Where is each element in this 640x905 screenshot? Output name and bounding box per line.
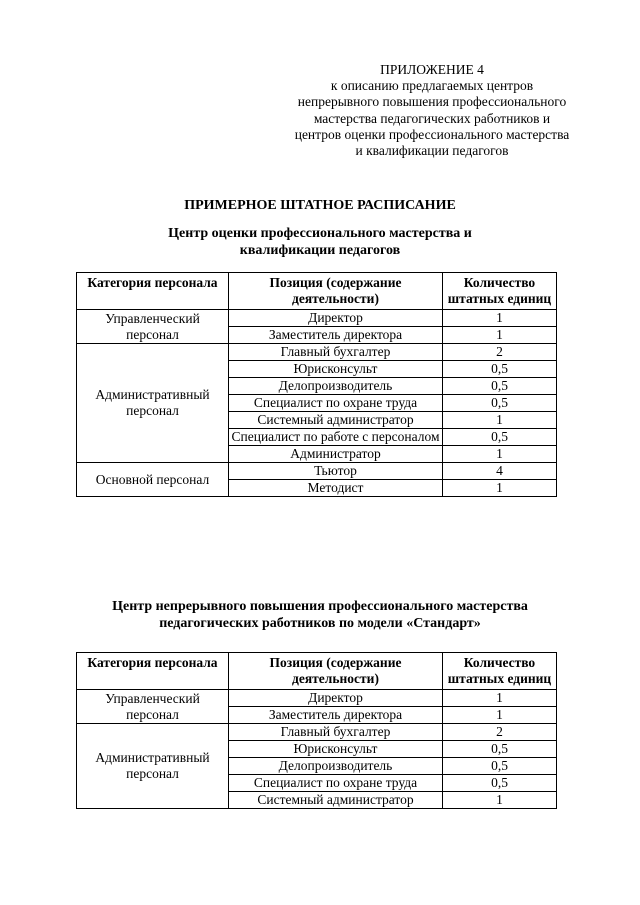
appendix-line: и квалификации педагогов: [355, 143, 509, 159]
position-cell: Заместитель директора: [229, 327, 443, 344]
category-cell: Административный персонал: [77, 724, 229, 809]
category-cell: Управленческий персонал: [77, 690, 229, 724]
quantity-cell: 0,5: [443, 361, 557, 378]
position-cell: Тьютор: [229, 463, 443, 480]
position-cell: Администратор: [229, 446, 443, 463]
header-category: Категория персонала: [77, 653, 229, 690]
appendix-line: непрерывного повышения профессионального: [297, 94, 567, 110]
quantity-cell: 2: [443, 724, 557, 741]
header-row: [77, 273, 557, 310]
quantity-cell: 1: [443, 310, 557, 327]
table-row: [77, 344, 557, 361]
quantity-cell: 1: [443, 327, 557, 344]
header-position: Позиция (содержание деятельности): [229, 273, 443, 310]
table1-title: [0, 225, 640, 259]
header-quantity: Количество штатных единиц: [443, 273, 557, 310]
staff-table-2: [76, 652, 557, 809]
position-cell: Юрисконсульт: [229, 741, 443, 758]
table1-title-line: Центр оценки профессионального мастерства и: [168, 226, 472, 241]
appendix-line: мастерства педагогических работников и: [313, 110, 551, 126]
category-cell: Управленческий персонал: [77, 310, 229, 344]
table-row: [77, 463, 557, 480]
quantity-cell: 0,5: [443, 741, 557, 758]
appendix-note: [262, 62, 602, 159]
position-cell: Директор: [229, 310, 443, 327]
category-cell: Административный персонал: [77, 344, 229, 463]
appendix-line: ПРИЛОЖЕНИЕ 4: [380, 62, 484, 77]
quantity-cell: 2: [443, 344, 557, 361]
position-cell: Специалист по охране труда: [229, 775, 443, 792]
main-title: [0, 197, 640, 214]
quantity-cell: 1: [443, 707, 557, 724]
position-cell: Системный администратор: [229, 412, 443, 429]
position-cell: Специалист по работе с персоналом: [229, 429, 443, 446]
table2-title-line: педагогических работников по модели «Стандарт»: [159, 616, 481, 631]
position-cell: Главный бухгалтер: [229, 724, 443, 741]
quantity-cell: 0,5: [443, 395, 557, 412]
quantity-cell: 1: [443, 446, 557, 463]
quantity-cell: 0,5: [443, 429, 557, 446]
position-cell: Делопроизводитель: [229, 378, 443, 395]
main-title-text: ПРИМЕРНОЕ ШТАТНОЕ РАСПИСАНИЕ: [184, 198, 456, 213]
table2-title: [0, 598, 640, 632]
table-row: [77, 310, 557, 327]
quantity-cell: 4: [443, 463, 557, 480]
table2-title-line: Центр непрерывного повышения профессионального мастерства: [112, 599, 528, 614]
quantity-cell: 0,5: [443, 758, 557, 775]
header-quantity: Количество штатных единиц: [443, 653, 557, 690]
header-position: Позиция (содержание деятельности): [229, 653, 443, 690]
appendix-line: к описанию предлагаемых центров: [330, 78, 534, 94]
position-cell: Заместитель директора: [229, 707, 443, 724]
quantity-cell: 0,5: [443, 775, 557, 792]
header-row: [77, 653, 557, 690]
category-cell: Основной персонал: [77, 463, 229, 497]
quantity-cell: 1: [443, 480, 557, 497]
header-category: Категория персонала: [77, 273, 229, 310]
position-cell: Главный бухгалтер: [229, 344, 443, 361]
position-cell: Системный администратор: [229, 792, 443, 809]
appendix-line: центров оценки профессионального мастерства: [294, 126, 570, 142]
quantity-cell: 1: [443, 412, 557, 429]
table-row: [77, 690, 557, 707]
quantity-cell: 0,5: [443, 378, 557, 395]
staff-table-1: [76, 272, 557, 497]
position-cell: Делопроизводитель: [229, 758, 443, 775]
quantity-cell: 1: [443, 690, 557, 707]
quantity-cell: 1: [443, 792, 557, 809]
position-cell: Юрисконсульт: [229, 361, 443, 378]
table-row: [77, 724, 557, 741]
table1-title-line: квалификации педагогов: [239, 243, 401, 258]
position-cell: Специалист по охране труда: [229, 395, 443, 412]
position-cell: Методист: [229, 480, 443, 497]
position-cell: Директор: [229, 690, 443, 707]
